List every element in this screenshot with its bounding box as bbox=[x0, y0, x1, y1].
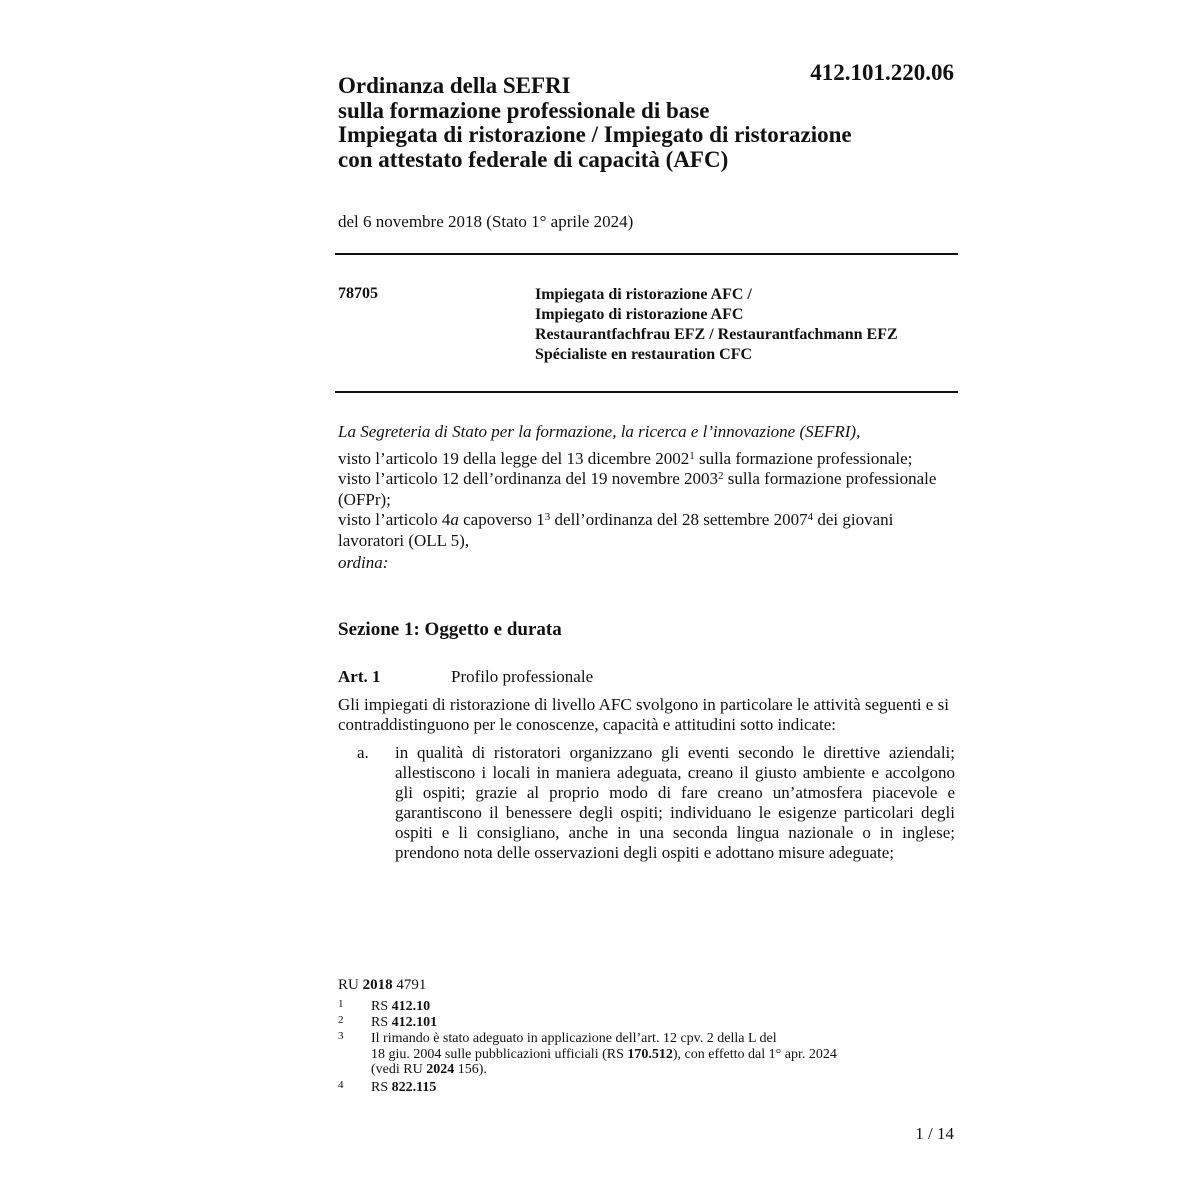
title-line: Ordinanza della SEFRI bbox=[338, 73, 571, 98]
profession-name: Impiegata di ristorazione AFC / bbox=[535, 286, 752, 303]
title-line: con attestato federale di capacità (AFC) bbox=[338, 146, 729, 172]
divider-top bbox=[335, 253, 958, 255]
preamble-clause: visto l’articolo 12 dell’ordinanza del 19 novembre 2003$^2$ sulla formazione professionale (OFPr); bbox=[338, 469, 937, 509]
footnote-text: RS 412.101 bbox=[371, 1015, 438, 1030]
sr-number: 412.101.220.06 bbox=[810, 60, 954, 85]
document-date: del 6 novembre 2018 (Stato 1° aprile 2024) bbox=[338, 212, 634, 231]
preamble-ordina: ordina: bbox=[338, 553, 389, 572]
profession-code: 78705 bbox=[338, 285, 378, 302]
document-title bbox=[338, 74, 852, 172]
footnote-ref[interactable]: 1 bbox=[689, 449, 695, 462]
divider-bottom bbox=[335, 391, 958, 393]
page-number: 1 / 14 bbox=[915, 1124, 954, 1143]
footnote-ref[interactable]: 3 bbox=[544, 511, 551, 523]
footnote-ref[interactable]: 4 bbox=[807, 511, 814, 523]
preamble bbox=[338, 422, 958, 574]
footnote-ref[interactable]: 2 bbox=[718, 470, 724, 482]
section-title: Sezione 1: Oggetto e durata bbox=[338, 619, 562, 640]
footnote-number: 1 bbox=[338, 998, 344, 1010]
profession-name: Spécialiste en restauration CFC bbox=[535, 346, 753, 363]
footnote-text: RS 822.115 bbox=[371, 1080, 437, 1095]
preamble-authority: La Segreteria di Stato per la formazione, la ricerca e l’innovazione (SEFRI), bbox=[338, 422, 861, 441]
title-line: sulla formazione professionale di base bbox=[338, 97, 710, 123]
profession-names bbox=[535, 285, 898, 365]
article-intro: Gli impiegati di ristorazione di livello AFC svolgono in particolare le attività seguenti e si contraddistinguono per le conoscenze, capacità e attitudini sotto indicate: bbox=[338, 695, 949, 734]
footnote-text: Il rimando è stato adeguato in applicazione dell’art. 12 cpv. 2 della L del 18 giu. 2004 sulle pubblicazioni ufficiali (RS 170.512), con effetto dal 1° apr. 2024 (vedi RU 2024 156). bbox=[371, 1031, 837, 1077]
footnote-number: 2 bbox=[338, 1014, 344, 1026]
article-title: Profilo professionale bbox=[451, 667, 594, 686]
footnote-number: 3 bbox=[338, 1030, 344, 1042]
profession-name: Restaurantfachfrau EFZ / Restaurantfachmann EFZ bbox=[535, 326, 898, 343]
title-line: Impiegata di ristorazione / Impiegato di ristorazione bbox=[338, 122, 852, 147]
article-number: Art. 1 bbox=[338, 667, 381, 686]
footnote-text: RS 412.10 bbox=[371, 999, 431, 1014]
footnote-number: 4 bbox=[338, 1079, 344, 1091]
preamble-clause: visto l’articolo 19 della legge del 13 dicembre 2002$^1$ sulla formazione professionale; bbox=[338, 448, 913, 468]
list-item-text: in qualità di ristoratori organizzano gli eventi secondo le direttive aziendali; allestiscono i locali in maniera adeguata, creano il giusto ambiente e accolgono gli ospiti; grazie al proprio modo di fare creano un’atmosfera piacevole e garantiscono il benessere degli ospiti; individuano le esigenze particolari degli ospiti e li consigliano, anche in una seconda lingua nazionale o in inglese; prendono nota delle osservazioni degli ospiti e adottano misure adeguate; bbox=[395, 743, 955, 862]
profession-name: Impiegato di ristorazione AFC bbox=[535, 306, 744, 323]
ru-reference: RU 2018 4791 bbox=[338, 977, 427, 993]
preamble-clause: visto l’articolo 4a capoverso $1^3$ dell’ordinanza del 28 settembre 2007$^4$ dei giovani lavoratori (OLL 5), bbox=[338, 510, 894, 550]
list-item-letter: a. bbox=[357, 743, 369, 762]
